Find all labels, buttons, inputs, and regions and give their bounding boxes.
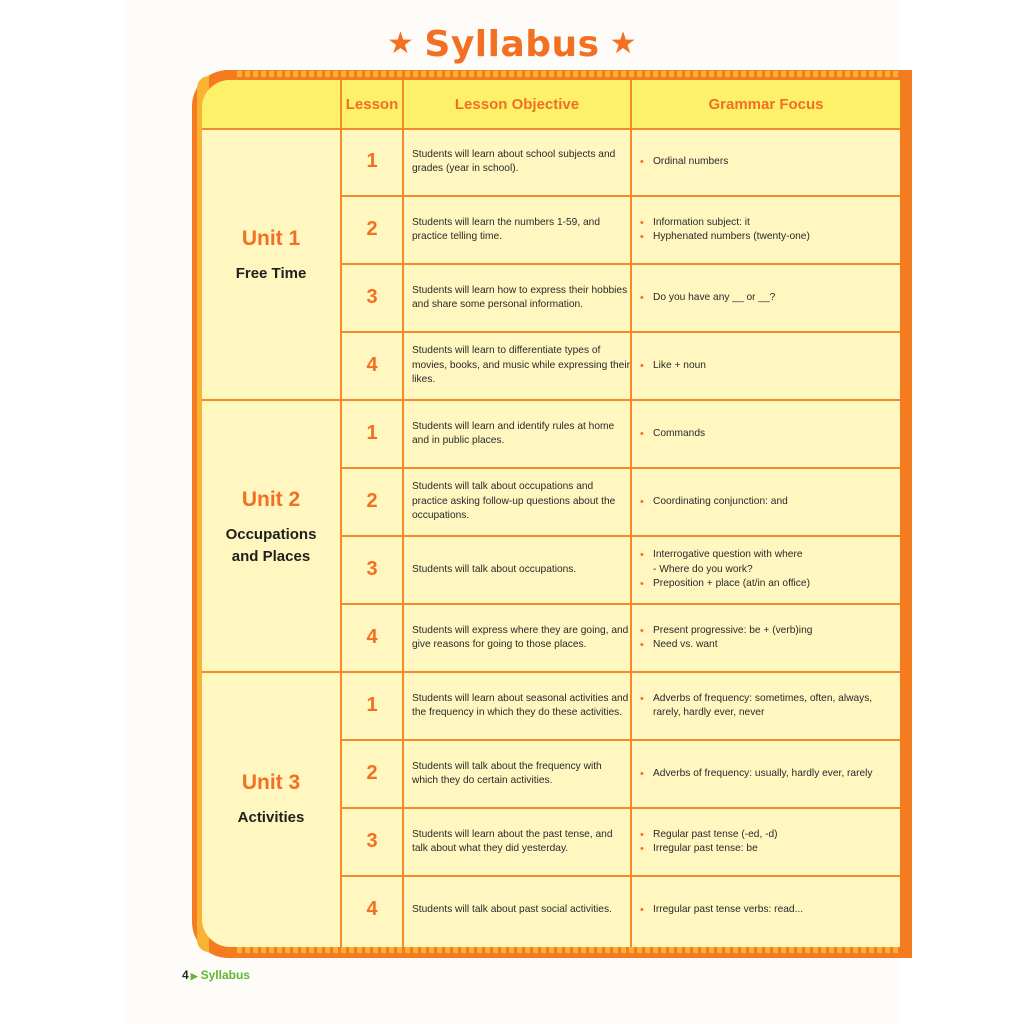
lesson-number: 4 [366,626,378,648]
lesson-number: 4 [366,354,378,376]
grammar-bullet-item: • Interrogative question with where [640,548,895,563]
lesson-number: 2 [366,490,378,512]
grammar-list [640,548,895,592]
lesson-objective: Students will talk about occupations and practice asking follow-up questions about the occupations. [412,481,616,521]
grammar-bullet-item: • Commands [640,427,895,442]
grammar-focus [640,495,895,510]
frame-dashed-border-top [237,71,900,77]
lesson-objective: Students will learn about school subjects and grades (year in school). [412,148,616,174]
star-icon: ★ [386,26,415,61]
row-divider [340,467,900,469]
lesson-objective: Students will learn about the past tense, and talk about what they did yesterday. [412,828,613,854]
lesson-objective: Students will learn the numbers 1-59, and practice telling time. [412,216,601,242]
page-number: 4 [182,968,189,982]
row-divider [340,875,900,877]
grammar-list [640,359,895,374]
column-divider [402,80,404,947]
grammar-bullet-item: • Adverbs of frequency: sometimes, often, always, rarely, hardly ever, never [640,692,895,721]
lesson-number: 2 [366,762,378,784]
grammar-bullet-item: • Do you have any __ or __? [640,291,895,306]
page-title-text: Syllabus [424,24,600,65]
unit-title: Unit 3 [241,771,301,794]
lesson-number: 1 [366,422,378,444]
row-divider [340,263,900,265]
grammar-list [640,692,895,721]
lesson-number: 1 [366,150,378,172]
lesson-number: 3 [366,558,378,580]
lesson-number: 1 [366,694,378,716]
grammar-bullet-item: • Like + noun [640,359,895,374]
row-divider [202,671,900,673]
grammar-list [640,767,895,782]
row-divider [340,807,900,809]
syllabus-table [202,80,900,947]
row-divider [340,603,900,605]
grammar-focus [640,624,895,653]
triangle-right-icon: ▶ [190,971,198,981]
grammar-bullet-item: • Irregular past tense verbs: read... [640,903,895,918]
unit-title: Unit 2 [241,488,301,511]
header-grammar-focus: Grammar Focus [708,96,824,113]
grammar-bullet-item: • Hyphenated numbers (twenty-one) [640,230,895,245]
row-divider [340,739,900,741]
grammar-focus [640,548,895,592]
table-header-row [202,80,900,130]
grammar-list [640,903,895,918]
grammar-focus [640,155,895,170]
grammar-focus [640,828,895,857]
grammar-focus [640,692,895,721]
grammar-bullet-item: • Preposition + place (at/in an office) [640,577,895,592]
lesson-objective: Students will talk about past social activities. [412,903,612,915]
page-title [0,24,1024,65]
unit-subtitle: Activities [237,809,305,826]
row-divider [340,535,900,537]
grammar-list [640,495,895,510]
grammar-bullet-item: • Information subject: it [640,216,895,231]
lesson-objective: Students will express where they are going, and give reasons for going to those places. [412,624,629,650]
grammar-bullet-item: • Need vs. want [640,638,895,653]
grammar-list [640,427,895,442]
grammar-list [640,624,895,653]
unit-cell [202,488,340,568]
lesson-number: 2 [366,218,378,240]
unit-cell [202,771,340,829]
footer-label: Syllabus [200,968,250,982]
lesson-number: 3 [366,286,378,308]
lesson-objective: Students will learn how to express their hobbies and share some personal information. [412,284,628,310]
unit-subtitle: Free Time [235,265,307,282]
lesson-objective: Students will learn to differentiate types of movies, books, and music while expressing their likes. [412,345,630,385]
grammar-list [640,828,895,857]
lesson-objective: Students will learn and identify rules at home and in public places. [412,420,615,446]
grammar-focus [640,291,895,306]
unit-subtitle: Occupations [225,526,317,543]
grammar-list [640,216,895,245]
header-lesson: Lesson [345,96,399,113]
column-divider [630,80,632,947]
grammar-focus [640,767,895,782]
column-divider [340,80,342,947]
grammar-bullet-item: • Ordinal numbers [640,155,895,170]
lesson-number: 3 [366,830,378,852]
row-divider [202,399,900,401]
star-icon: ★ [609,26,637,61]
lesson-number: 4 [366,898,378,920]
grammar-focus [640,359,895,374]
grammar-bullet-item: • Present progressive: be + (verb)ing [640,624,895,639]
unit-cell [202,227,340,285]
grammar-list [640,291,895,306]
grammar-list [640,155,895,170]
unit-title: Unit 1 [241,227,301,250]
frame-dashed-border-bottom [237,947,900,953]
header-lesson-objective: Lesson Objective [454,96,580,113]
grammar-bullet-item: • Regular past tense (-ed, -d) [640,828,895,843]
lesson-objective: Students will talk about the frequency with which they do certain activities. [412,760,602,786]
row-divider [340,195,900,197]
grammar-bullet-item: • Adverbs of frequency: usually, hardly ever, rarely [640,767,895,782]
grammar-bullet-item: • Irregular past tense: be [640,842,895,857]
page-footer [182,968,250,982]
lesson-objective: Students will learn about seasonal activities and the frequency in which they do these activities. [412,692,629,718]
grammar-focus [640,216,895,245]
grammar-focus [640,903,895,918]
unit-subtitle: and Places [231,548,311,565]
lesson-objective: Students will talk about occupations. [412,563,577,575]
row-divider [340,331,900,333]
grammar-example-item: - Where do you work? [653,563,753,575]
grammar-focus [640,427,895,442]
grammar-bullet-item: • Coordinating conjunction: and [640,495,895,510]
